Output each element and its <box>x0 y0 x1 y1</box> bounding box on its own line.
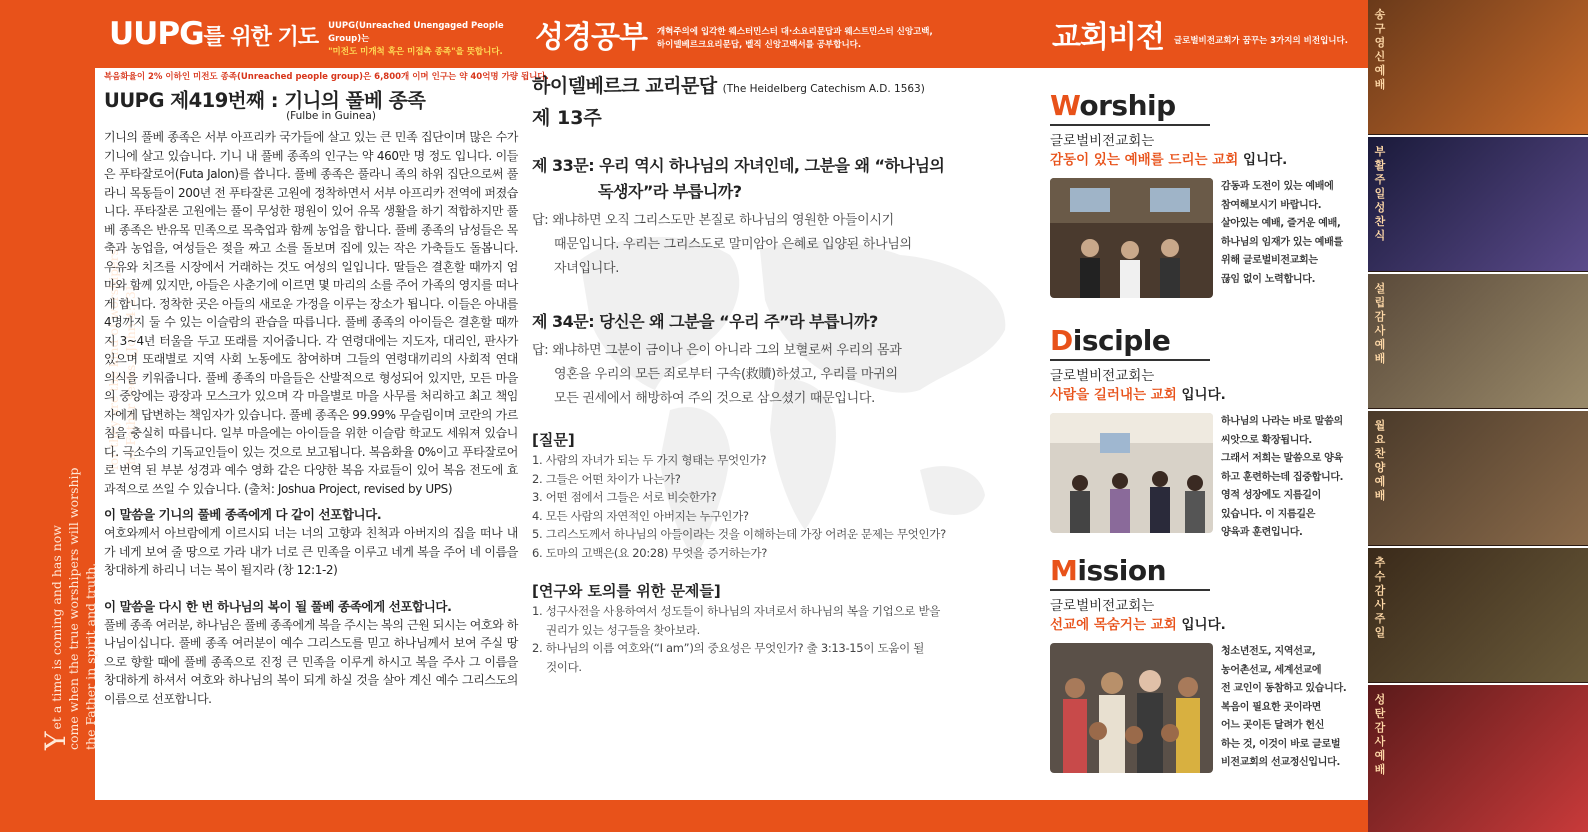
prayer-body-1: 여호와께서 아브람에게 이르시되 너는 너의 고향과 친척과 아버지의 집을 떠나 내가 네게 보여 줄 땅으로 가라 내가 너로 큰 민족을 이루고 네게 복을 주어 네 이름을 창대하게 하리니 너는 복이 될지라 (창 12:1-2) <box>104 526 518 577</box>
divider <box>1050 589 1210 591</box>
catechism-title: 하이델베르크 교리문답 (The Heidelberg Catechism A.D. 1563) <box>532 75 925 97</box>
vision-mission: Mission 글로벌비전교회는 선교에 목숨거는 교회 입니다. 청소년전도, 지역선교, 농어촌선교, 세계선교에 전 교인이 동참하고 있습니다. 복음이 필요한 곳이라면 어느 곳이든 달려가 헌신 하는 것, 이것이 바로 글로벌 비전교회의 선교정신입니다. <box>1050 553 1360 773</box>
worship-photo <box>1050 178 1213 298</box>
uupg-body: 기니의 풀베 종족은 서부 아프리카 국가들에 살고 있는 큰 민족 집단이며 많은 수가 기니에 살고 있습니다. 기니 내 풀베 종족의 인구는 약 460만 명 정도 입니다. 이들은 푸타잘로어(Futa Jalon)를 씁니다. 풀베 종족은 풀라니 족의 하위 집단으로써 풀라니 목동들이 200년 전 푸타잘론 고원에 정착하면서 서부 아프리카 전역에 퍼졌습니다. 푸타잘론 고원에는 풀이 무성한 평원이 있어 유목 생활을 하기 적합하지만 풀베 종족은 반유목 민족으로 목축업과 함께 농업을 합니다. 풀베 종족의 남성들은 목축과 농업을, 여성들은 젖을 짜고 소를 돌보며 집에 있는 작은 가축들도 돌봅니다. 우유와 치즈를 시장에서 거래하는 것도 여성의 일입니다. 딸들은 결혼할 때까지 엄마와 함께 있지만, 아들은 사춘기에 이르면 몇 마리의 소를 주어 가족의 영지를 떠나게 합니다. 정착한 곳은 아들의 새로운 가정을 이루는 장소가 됩니다. 이들은 아내를 4명까지 둘 수 있는 이슬람의 관습을 따릅니다. 풀베 종족의 아이들은 결혼할 때까지 3~4년 터울을 두고 또래를 지어줍니다. 각 연령대에는 지도자, 대리인, 판사가 있으며 또래별로 지역 사회 노동에도 참여하며 그들의 연령대끼리의 사회적 연대 의식을 키워줍니다. 풀베 종족의 마을들은 산발적으로 형성되어 있지만, 모든 마을의 중앙에는 광장과 모스크가 있으며 각 마을별로 마을 사무를 처리하고 최고 책임자에게 답변하는 책임자가 있습니다. 풀베 종족은 99.99% 무슬림이며 코란의 가르침을 충실히 따릅니다. 일부 마을에는 아이들을 위한 이슬람 학교도 세워져 있습니다. 극소수의 기독교인들이 있는 것으로 보고됩니다. 복음화율 0%이고 푸타잘로어로 번역 된 부분 성경과 예수 영화 같은 다양한 복음 자료들이 있어 복음 전도에 효과적으로 쓰일 수 있습니다. (출처: Joshua Project, revised by UPS) <box>104 130 518 496</box>
mission-photo <box>1050 643 1213 773</box>
answer-33: 답: 왜냐하면 오직 그리스도만 본질로 하나님의 영원한 아들이시기 때문입니다. 우리는 그리스도로 말미암아 은혜로 입양된 하나님의 자녀입니다. <box>532 213 912 276</box>
left-verse-strip <box>0 0 138 832</box>
divider <box>1050 359 1210 361</box>
uupg-header <box>95 0 525 68</box>
answer-34: 답: 왜냐하면 그분이 금이나 은이 아니라 그의 보혈로써 우리의 몸과 영혼을 우리의 모든 죄로부터 구속(救贖)하셨고, 우리를 마귀의 모든 권세에서 해방하여 주의 것으로 삼으셨기 때문입니다. <box>532 343 902 406</box>
list-item: 2. 하나님의 이름 여호와(“I am”)의 중요성은 무엇인가? 출 3:13-15이 도움이 될 것이다. <box>532 641 925 674</box>
questions-list <box>532 451 1022 562</box>
strip-photo-5: 추수감사주일 <box>1368 548 1588 682</box>
study-heading: [연구와 토의를 위한 문제들] <box>532 582 721 600</box>
list-item: 1. 사람의 자녀가 되는 두 가지 형태는 무엇인가? <box>532 453 767 467</box>
prayer-heading-1: 이 말씀을 기니의 풀베 종족에게 다 같이 선포합니다. <box>104 507 382 522</box>
bible-study-header <box>525 0 1040 68</box>
strip-photo-4: 월요찬양예배 <box>1368 411 1588 545</box>
vision-header <box>1040 0 1368 68</box>
question-33: 제 33문: 우리 역시 하나님의 자녀인데, 그분을 왜 “하나님의 독생자”라 부릅니까? <box>532 156 945 201</box>
uupg-header-desc: UUPG(Unreached Unengaged People Group)는 "미전도 미개척 혹은 미접촉 종족"을 뜻합니다. <box>328 20 504 57</box>
uupg-header-title: UUPG를 위한 기도 <box>109 16 319 52</box>
worship-title: Worship <box>1050 89 1176 122</box>
vision-worship: Worship 글로벌비전교회는 감동이 있는 예배를 드리는 교회 입니다. 감동과 도전이 있는 예배에 참여해보시기 바랍니다. 살아있는 예배, 즐거운 예배, 하나님의 임재가 있는 예배를 위해 글로벌비전교회는 끊임 없이 노력합니다. <box>1050 88 1360 298</box>
list-item: 4. 모든 사람의 자연적인 아버지는 누구인가? <box>532 508 749 523</box>
strip-photo-1: 송구영신예배 <box>1368 0 1588 134</box>
strip-photo-2: 부활주일 성찬식 <box>1368 137 1588 271</box>
uupg-column <box>104 70 549 708</box>
footer-bar-2 <box>525 800 1040 832</box>
uupg-notice: 복음화율이 2% 이하인 미전도 종족(Unreached people group)은 6,800개 이며 인구는 약 40억명 가량 됩니다. <box>104 72 549 82</box>
prayer-body-2: 풀베 종족 여러분, 하나님은 풀베 종족에게 복을 주시는 복의 근원 되시는 여호와 하나님이십니다. 풀베 종족 여러분이 예수 그리스도를 믿고 하나님께서 보여 주실 땅으로 향할 때에 풀베 종족으로 진정 큰 민족을 이루게 하시고 복을 주사 그 이름을 창대하게 하셔서 여호와 하나님의 복이 되게 하실 것을 살아 계신 예수 그리스도의 이름으로 선포합니다. <box>104 617 518 706</box>
list-item: 3. 어떤 점에서 그들은 서로 비슷한가? <box>532 490 717 504</box>
disciple-title: Disciple <box>1050 324 1171 357</box>
vision-header-title: 교회비전 <box>1052 20 1164 55</box>
mission-desc: 청소년전도, 지역선교, 농어촌선교, 세계선교에 전 교인이 동참하고 있습니다. 복음이 필요한 곳이라면 어느 곳이든 달려가 헌신 하는 것, 이것이 바로 글로벌 비전교회의 선교정신입니다. <box>1221 646 1347 768</box>
disciple-desc: 하나님의 나라는 바로 말씀의 씨앗으로 확장됩니다. 그래서 저희는 말씀으로 양육 하고 훈련하는데 집중합니다. 영적 성장에도 지름길이 있습니다. 이 지름길은 양육과 훈련입니다. <box>1221 416 1344 538</box>
event-photo-strip <box>1368 0 1588 832</box>
list-item: 2. 그들은 어떤 차이가 나는가? <box>532 471 681 486</box>
strip-photo-6: 성탄감사예배 <box>1368 685 1588 832</box>
prayer-heading-2: 이 말씀을 다시 한 번 하나님의 복이 될 풀베 종족에게 선포합니다. <box>104 598 452 614</box>
worship-desc: 감동과 도전이 있는 예배에 참여해보시기 바랍니다. 살아있는 예배, 즐거운 예배, 하나님의 임재가 있는 예배를 위해 글로벌비전교회는 끊임 없이 노력합니다. <box>1221 181 1343 285</box>
study-list <box>532 602 1022 676</box>
strip-photo-3: 설립감사예배 <box>1368 274 1588 408</box>
uupg-title: UUPG 제419번째 : 기니의 풀베 종족 <box>104 89 426 112</box>
footer-bar-3 <box>1040 800 1368 832</box>
bible-study-header-desc: 개혁주의에 입각한 웨스터민스터 대·소요리문답과 웨스트민스터 신앙고백, 하이델베르크요리문답, 벨직 신앙고백서를 공부합니다. <box>656 27 933 50</box>
catechism-week: 제 13주 <box>532 107 602 129</box>
list-item: 1. 성구사전을 사용하여서 성도들이 하나님의 자녀로서 하나님의 복을 기업으로 받을 권리가 있는 성구들을 찾아보라. <box>532 604 941 637</box>
vision-disciple: Disciple 글로벌비전교회는 사람을 길러내는 교회 입니다. 하나님의 나라는 바로 말씀의 씨앗으로 확장됩니다. 그래서 저희는 말씀으로 양육 하고 훈련하는데 집중합니다. 영적 성장에도 지름길이 있습니다. 이 지름길은 양육과 훈련입니다. <box>1050 323 1360 543</box>
footer-bar-1 <box>95 800 525 832</box>
questions-heading: [질문] <box>532 431 575 449</box>
question-34: 제 34문: 당신은 왜 그분을 “우리 주”라 부릅니까? <box>532 312 878 331</box>
bible-study-header-title: 성경공부 <box>535 20 647 55</box>
mission-title: Mission <box>1050 554 1167 587</box>
catechism-column <box>532 72 1022 676</box>
list-item: 5. 그리스도께서 하나님의 아들이라는 것을 이해하는데 가장 어려운 문제는 무엇인가? <box>532 527 946 541</box>
divider <box>1050 124 1210 126</box>
vision-header-desc: 글로벌비전교회가 꿈꾸는 3가지의 비전입니다. <box>1173 35 1348 46</box>
verse-text: Yet a time is coming and has now come when the true worshipers will worship the Father in spirit and truth, for they are the kind of worshipers the Father seeks. [John 4:23] <box>39 248 138 750</box>
disciple-photo <box>1050 413 1213 533</box>
list-item: 6. 도마의 고백은(요 20:28) 무엇을 증거하는가? <box>532 545 768 560</box>
uupg-subtitle: (Fulbe in Guinea) <box>286 110 376 122</box>
